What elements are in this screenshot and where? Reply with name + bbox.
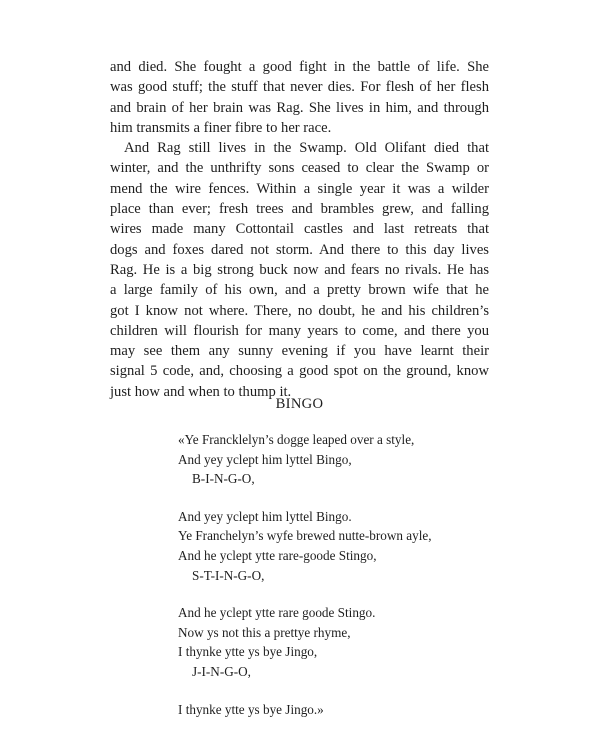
text-line: dogs and foxes dared not storm. And there to this day lives	[110, 241, 489, 258]
text-line: winter, and the unthrifty sons ceased to clear the Swamp or	[110, 160, 489, 177]
text-line: got I know not where. There, no doubt, he and his children’s	[110, 302, 489, 319]
text-line: place than ever; fresh trees and brambles grew, and falling	[110, 201, 489, 218]
text-line: signal 5 code, and, choosing a good spot on the ground, know	[110, 363, 489, 380]
text-line: children will flourish for many years to come, and there you	[110, 322, 489, 339]
paragraph	[110, 57, 489, 138]
text-line: a large family of his own, and a pretty brown wife that he	[110, 282, 489, 299]
verse-line: Ye Franchelyn’s wyfe brewed nutte-brown ayle,	[178, 528, 432, 544]
text-line: may see them any sunny evening if you have learnt their	[110, 343, 489, 360]
text-line: And Rag still lives in the Swamp. Old Olifant died that	[124, 140, 489, 157]
text-line: and brain of her brain was Rag. She lives in him, and through	[110, 99, 489, 116]
poem-stanza	[178, 700, 432, 720]
poem-stanza	[178, 603, 432, 681]
paragraph	[110, 138, 489, 402]
section-heading: BINGO	[275, 396, 324, 412]
text-line: just how and when to thump it.	[110, 383, 292, 400]
text-line: him transmits a finer fibre to her race.	[110, 119, 332, 136]
poem-stanza	[178, 507, 432, 585]
verse-line: «Ye Francklelyn’s dogge leaped over a style,	[178, 432, 415, 447]
verse-line: I thynke ytte ys bye Jingo,	[178, 644, 318, 660]
verse-refrain: J-I-N-G-O,	[192, 663, 251, 679]
poem-stanza	[178, 430, 432, 489]
verse-line: I thynke ytte ys bye Jingo.»	[178, 701, 324, 717]
verse-line: And yey yclept him lyttel Bingo,	[178, 451, 352, 467]
verse-line: And yey yclept him lyttel Bingo.	[178, 508, 352, 524]
verse-line: Now ys not this a prettye rhyme,	[178, 624, 351, 640]
verse-refrain: B-I-N-G-O,	[192, 471, 255, 487]
verse-line: And he yclept ytte rare-goode Stingo,	[178, 547, 377, 563]
verse-refrain: S-T-I-N-G-O,	[192, 567, 265, 583]
verse-line: And he yclept ytte rare goode Stingo.	[178, 605, 376, 621]
text-line: Rag. He is a big strong buck now and fears no rivals. He has	[110, 261, 489, 278]
poem	[178, 430, 432, 737]
text-line: was good stuff; the stuff that never dies. For flesh of her flesh	[110, 79, 489, 96]
text-line: mend the wire fences. Within a single year it was a wilder	[110, 180, 489, 197]
text-line: wires made many Cottontail castles and last retreats that	[110, 221, 489, 238]
prose-body	[110, 57, 489, 402]
text-line: and died. She fought a good fight in the battle of life. She	[110, 59, 489, 75]
